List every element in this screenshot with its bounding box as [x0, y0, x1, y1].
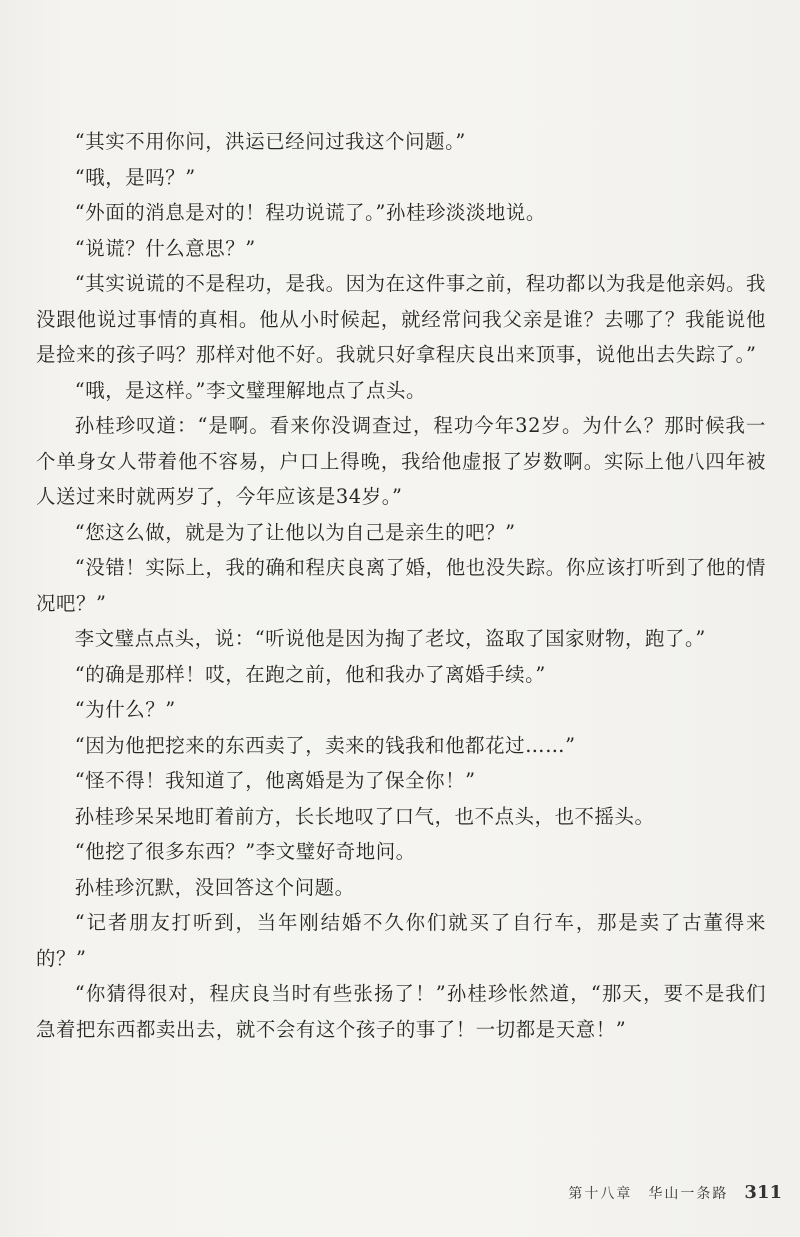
- paragraph: “其实说谎的不是程功，是我。因为在这件事之前，程功都以为我是他亲妈。我没跟他说过事情的真相。他从小时候起，就经常问我父亲是谁？去哪了？我能说他是捡来的孩子吗？那样对他不好。我就只好拿程庆良出来顶事，说他出去失踪了。”: [36, 272, 766, 366]
- paragraph: 孙桂珍叹道：“是啊。看来你没调查过，程功今年32岁。为什么？那时候我一个单身女人带着他不容易，户口上得晚，我给他虚报了岁数啊。实际上他八四年被人送过来时就两岁了，今年应该是34岁。”: [36, 414, 766, 508]
- paragraph: “没错！实际上，我的确和程庆良离了婚，他也没失踪。你应该打听到了他的情况吧？”: [36, 556, 766, 615]
- paragraph: “说谎？什么意思？”: [74, 236, 256, 260]
- paragraph: “他挖了很多东西？”李文璧好奇地问。: [74, 840, 416, 863]
- paragraph: “外面的消息是对的！程功说谎了。”孙桂珍淡淡地说。: [74, 201, 546, 224]
- paragraph: 李文璧点点头，说：“听说他是因为掏了老坟，盗取了国家财物，跑了。”: [74, 627, 706, 650]
- paragraph: 孙桂珍呆呆地盯着前方，长长地叹了口气，也不点头，也不摇头。: [74, 804, 655, 828]
- paragraph: “您这么做，就是为了让他以为自己是亲生的吧？”: [74, 520, 516, 544]
- chapter-title: 第十八章 华山一条路: [568, 1186, 729, 1202]
- page-number: 311: [744, 1182, 782, 1203]
- paragraph: “你猜得很对，程庆良当时有些张扬了！”孙桂珍怅然道，“那天，要不是我们急着把东西都卖出去，就不会有这个孩子的事了！一切都是天意！”: [36, 982, 766, 1041]
- paragraph: “的确是那样！哎，在跑之前，他和我办了离婚手续。”: [74, 662, 546, 686]
- body-text: [36, 124, 766, 1047]
- paragraph: “为什么？”: [74, 698, 176, 721]
- paragraph: “哦，是吗？”: [74, 165, 196, 189]
- paragraph: “其实不用你问，洪运已经问过我这个问题。”: [74, 130, 466, 153]
- page-footer: [0, 1182, 782, 1203]
- paragraph: “因为他把挖来的东西卖了，卖来的钱我和他都花过……”: [74, 733, 576, 757]
- paragraph: “怪不得！我知道了，他离婚是为了保全你！”: [74, 769, 476, 792]
- paragraph: “哦，是这样。”李文璧理解地点了点头。: [74, 378, 426, 402]
- paragraph: 孙桂珍沉默，没回答这个问题。: [74, 875, 355, 899]
- paragraph: “记者朋友打听到，当年刚结婚不久你们就买了自行车，那是卖了古董得来的？”: [36, 911, 766, 970]
